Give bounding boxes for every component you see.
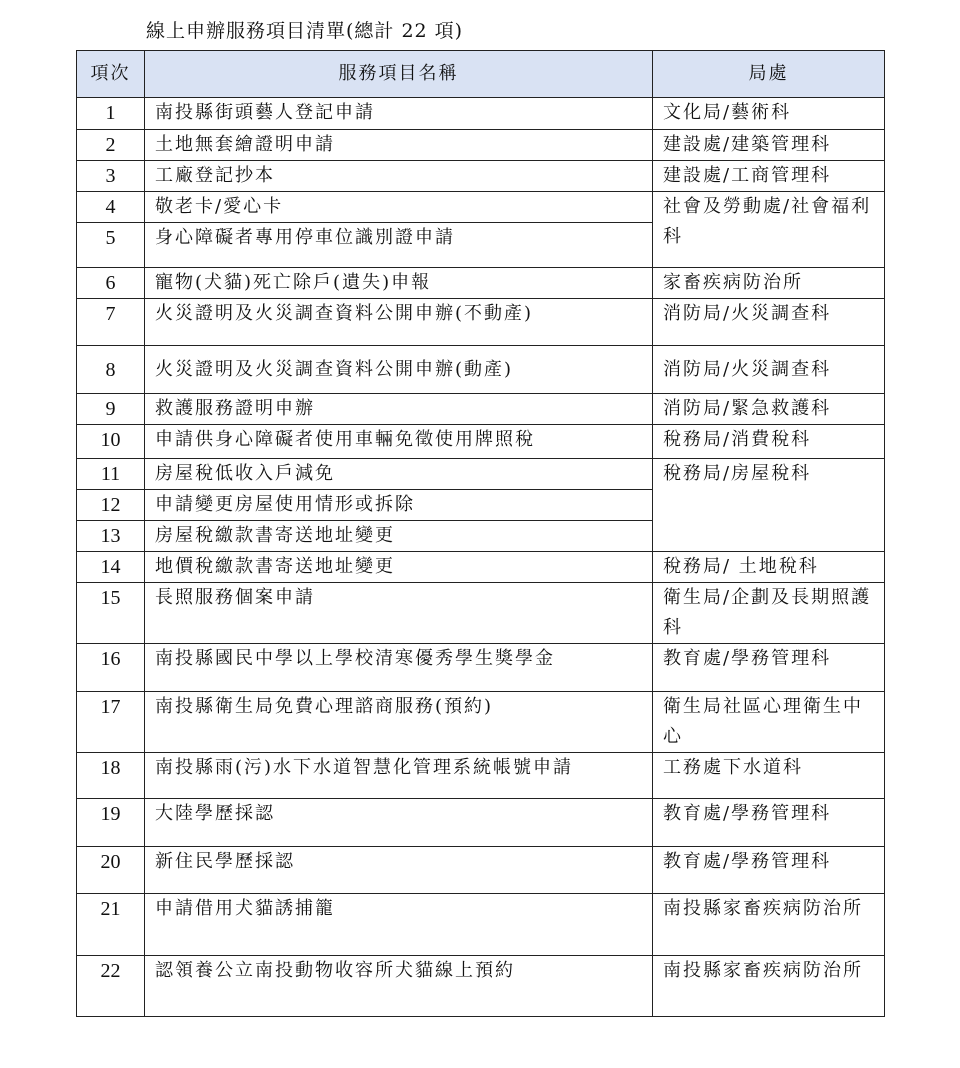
row-no: 10 — [77, 425, 145, 459]
row-name: 身心障礙者專用停車位識別證申請 — [145, 223, 653, 268]
row-dept: 稅務局/消費稅科 — [653, 425, 885, 459]
table-row — [77, 192, 885, 223]
table-row — [77, 299, 885, 346]
table-row — [77, 692, 885, 753]
row-name: 救護服務證明申辦 — [145, 394, 653, 425]
table-row — [77, 583, 885, 644]
table-header-row — [77, 51, 885, 98]
row-dept: 衛生局/企劃及長期照護科 — [653, 583, 885, 644]
row-no: 11 — [77, 459, 145, 490]
row-dept: 南投縣家畜疾病防治所 — [653, 956, 885, 1017]
table-row — [77, 847, 885, 894]
row-no: 17 — [77, 692, 145, 753]
header-name: 服務項目名稱 — [145, 51, 653, 98]
row-no: 1 — [77, 98, 145, 130]
table-row — [77, 552, 885, 583]
header-no: 項次 — [77, 51, 145, 98]
row-dept: 教育處/學務管理科 — [653, 644, 885, 692]
row-name: 南投縣衛生局免費心理諮商服務(預約) — [145, 692, 653, 753]
row-no: 12 — [77, 490, 145, 521]
table-row — [77, 346, 885, 394]
row-name: 工廠登記抄本 — [145, 161, 653, 192]
table-row — [77, 268, 885, 299]
row-name: 寵物(犬貓)死亡除戶(遺失)申報 — [145, 268, 653, 299]
row-no: 3 — [77, 161, 145, 192]
row-dept: 工務處下水道科 — [653, 753, 885, 799]
row-name: 南投縣街頭藝人登記申請 — [145, 98, 653, 130]
row-no: 7 — [77, 299, 145, 346]
row-dept: 家畜疾病防治所 — [653, 268, 885, 299]
row-name: 南投縣雨(污)水下水道智慧化管理系統帳號申請 — [145, 753, 653, 799]
row-dept: 建設處/建築管理科 — [653, 130, 885, 161]
row-name: 申請供身心障礙者使用車輛免徵使用牌照稅 — [145, 425, 653, 459]
row-name: 房屋稅繳款書寄送地址變更 — [145, 521, 653, 552]
row-no: 22 — [77, 956, 145, 1017]
row-no: 20 — [77, 847, 145, 894]
row-name: 南投縣國民中學以上學校清寒優秀學生獎學金 — [145, 644, 653, 692]
row-name: 火災證明及火災調查資料公開申辦(不動產) — [145, 299, 653, 346]
table-row — [77, 644, 885, 692]
row-no: 6 — [77, 268, 145, 299]
row-no: 9 — [77, 394, 145, 425]
row-dept: 教育處/學務管理科 — [653, 799, 885, 847]
table-row — [77, 98, 885, 130]
row-no: 21 — [77, 894, 145, 956]
table-row — [77, 161, 885, 192]
row-name: 新住民學歷採認 — [145, 847, 653, 894]
row-name: 大陸學歷採認 — [145, 799, 653, 847]
row-dept: 衛生局社區心理衛生中心 — [653, 692, 885, 753]
row-no: 16 — [77, 644, 145, 692]
row-name: 申請變更房屋使用情形或拆除 — [145, 490, 653, 521]
row-name: 房屋稅低收入戶減免 — [145, 459, 653, 490]
row-no: 15 — [77, 583, 145, 644]
row-name: 申請借用犬貓誘捕籠 — [145, 894, 653, 956]
table-row — [77, 894, 885, 956]
table-row — [77, 130, 885, 161]
row-dept: 社會及勞動處/社會福利科 — [653, 192, 885, 268]
row-dept: 教育處/學務管理科 — [653, 847, 885, 894]
table-row — [77, 956, 885, 1017]
row-dept: 消防局/火災調查科 — [653, 346, 885, 394]
row-no: 4 — [77, 192, 145, 223]
row-dept: 南投縣家畜疾病防治所 — [653, 894, 885, 956]
row-dept: 稅務局/房屋稅科 — [653, 459, 885, 552]
row-dept: 稅務局/ 土地稅科 — [653, 552, 885, 583]
row-name: 敬老卡/愛心卡 — [145, 192, 653, 223]
table-row — [77, 753, 885, 799]
row-dept: 消防局/緊急救護科 — [653, 394, 885, 425]
row-name: 地價稅繳款書寄送地址變更 — [145, 552, 653, 583]
row-name: 認領養公立南投動物收容所犬貓線上預約 — [145, 956, 653, 1017]
table-row — [77, 799, 885, 847]
table-row — [77, 394, 885, 425]
row-dept: 消防局/火災調查科 — [653, 299, 885, 346]
row-dept: 建設處/工商管理科 — [653, 161, 885, 192]
service-table — [76, 50, 885, 1017]
page-title: 線上申辦服務項目清單(總計 22 項) — [146, 20, 464, 42]
row-no: 14 — [77, 552, 145, 583]
row-no: 8 — [77, 346, 145, 394]
row-no: 2 — [77, 130, 145, 161]
header-dept: 局處 — [653, 51, 885, 98]
row-name: 土地無套繪證明申請 — [145, 130, 653, 161]
row-no: 13 — [77, 521, 145, 552]
table-row — [77, 425, 885, 459]
row-name: 長照服務個案申請 — [145, 583, 653, 644]
row-name: 火災證明及火災調查資料公開申辦(動產) — [145, 346, 653, 394]
row-no: 18 — [77, 753, 145, 799]
table-row — [77, 459, 885, 490]
row-no: 19 — [77, 799, 145, 847]
row-no: 5 — [77, 223, 145, 268]
row-dept: 文化局/藝術科 — [653, 98, 885, 130]
